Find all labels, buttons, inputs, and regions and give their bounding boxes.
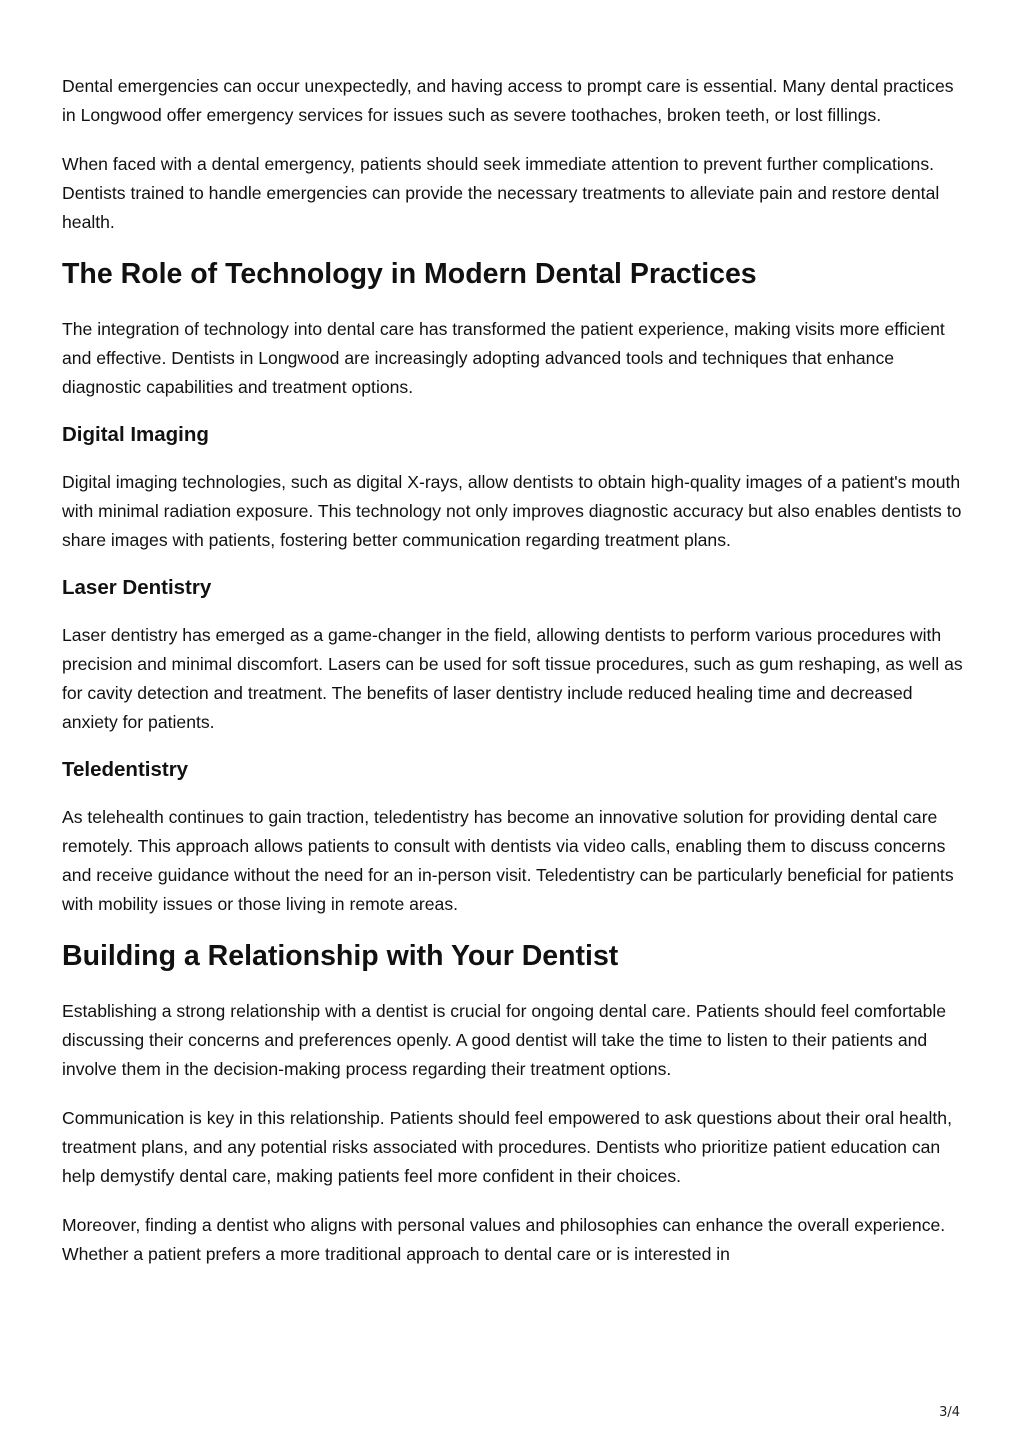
paragraph-digital-imaging: Digital imaging technologies, such as digital X-rays, allow dentists to obtain high-quality images of a patient's mouth with minimal radiation exposure. This technology not only improves diagnostic accuracy but also enables dentists to share images with patients, fostering better communication regarding treatment plans.: [62, 472, 962, 550]
paragraph-relationship-3: Moreover, finding a dentist who aligns with personal values and philosophies can enhance the overall experience. Whether a patient prefers a more traditional approach to dental care or is interested in: [62, 1215, 946, 1264]
heading-teledentistry: Teledentistry: [62, 758, 189, 781]
page-number: 3/4: [939, 1405, 960, 1420]
paragraph-technology-intro: The integration of technology into dental care has transformed the patient experience, making visits more efficient and effective. Dentists in Longwood are increasingly adopting advanced tools and techniques that enhance diagnostic capabilities and treatment options.: [62, 319, 945, 397]
heading-digital-imaging: Digital Imaging: [62, 423, 209, 446]
paragraph-teledentistry: As telehealth continues to gain traction, teledentistry has become an innovative solution for providing dental care remotely. This approach allows patients to consult with dentists via video calls, enabling them to discuss concerns and receive guidance without the need for an in-person visit. Teledentistry can be particularly beneficial for patients with mobility issues or those living in remote areas.: [62, 807, 954, 914]
paragraph-laser-dentistry: Laser dentistry has emerged as a game-changer in the field, allowing dentists to perform various procedures with precision and minimal discomfort. Lasers can be used for soft tissue procedures, such as gum reshaping, as well as for cavity detection and treatment. The benefits of laser dentistry include reduced healing time and decreased anxiety for patients.: [62, 625, 963, 732]
document-body: [62, 72, 967, 1289]
paragraph-relationship-1: Establishing a strong relationship with a dentist is crucial for ongoing dental care. Patients should feel comfortable discussing their concerns and preferences openly. A good dentist will take the time to listen to their patients and involve them in the decision-making process regarding their treatment options.: [62, 1001, 947, 1079]
heading-laser-dentistry: Laser Dentistry: [62, 576, 212, 599]
heading-relationship: Building a Relationship with Your Dentist: [62, 940, 619, 972]
paragraph-emergency-intro: Dental emergencies can occur unexpectedly, and having access to prompt care is essential. Many dental practices in Longwood offer emergency services for issues such as severe toothaches, broken teeth, or lost fillings.: [62, 76, 954, 125]
paragraph-emergency-action: When faced with a dental emergency, patients should seek immediate attention to prevent further complications. Dentists trained to handle emergencies can provide the necessary treatments to alleviate pain and restore dental health.: [62, 154, 940, 232]
heading-technology: The Role of Technology in Modern Dental Practices: [62, 258, 757, 290]
paragraph-relationship-2: Communication is key in this relationship. Patients should feel empowered to ask questions about their oral health, treatment plans, and any potential risks associated with procedures. Dentists who prioritize patient education can help demystify dental care, making patients feel more confident in their choices.: [62, 1108, 952, 1186]
